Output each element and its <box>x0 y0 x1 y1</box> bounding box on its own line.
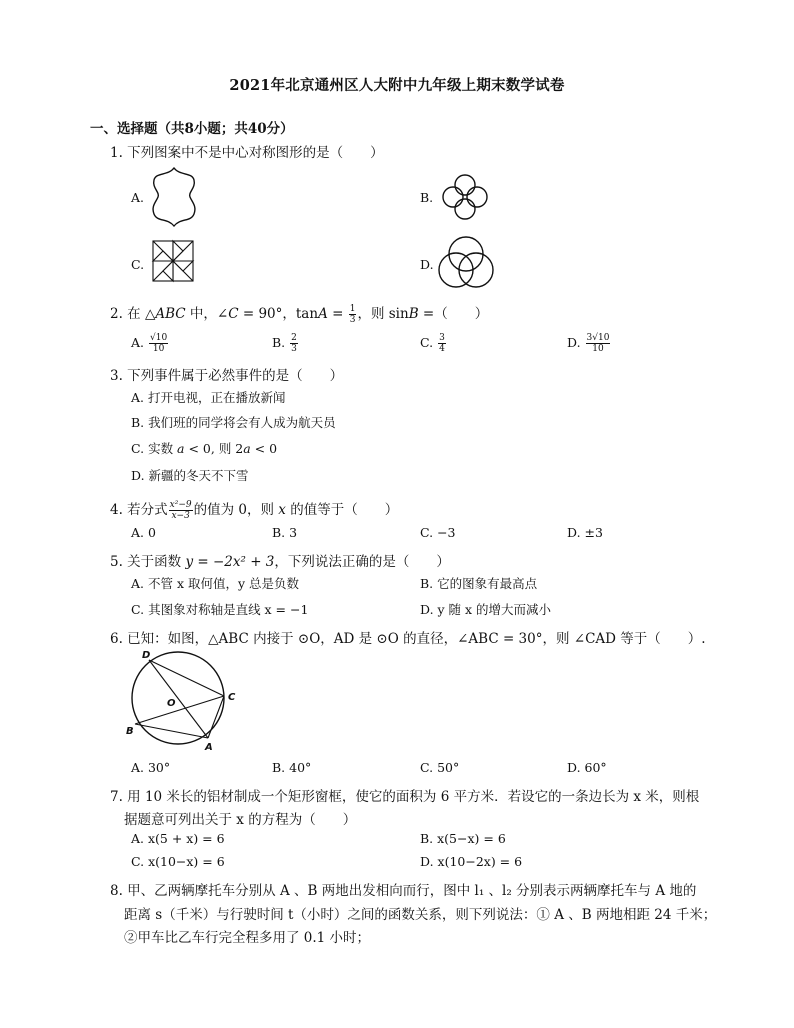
q7-option-b: B. x(5−x) = 6 <box>420 831 506 846</box>
q7-option-c: C. x(10−x) = 6 <box>131 854 225 869</box>
q1-option-d-label: D. <box>420 257 434 272</box>
circle-geometry-figure <box>120 646 250 756</box>
q3-option-a: A. 打开电视，正在播放新闻 <box>131 390 286 405</box>
q6-option-a: A. 30° <box>131 760 171 775</box>
point-label-d: D <box>142 650 151 661</box>
question-7-stem-line1: 7. 用 10 米长的铝材制成一个矩形窗框，使它的面积为 6 平方米．若设它的一条边长为 x 米，则根 <box>110 789 700 805</box>
q5-option-b: B. 它的图象有最高点 <box>420 576 538 591</box>
q6-option-d: D. 60° <box>567 760 607 775</box>
q4-option-a: A. 0 <box>131 525 156 540</box>
triquetra-circles-icon <box>436 234 496 290</box>
q1-option-c-label: C. <box>131 257 145 272</box>
question-7-stem-line2: 据题意可列出关于 x 的方程为（ ） <box>124 812 357 828</box>
question-1-stem: 1. 下列图案中不是中心对称图形的是（ ） <box>110 145 384 161</box>
q6-option-b: B. 40° <box>272 760 312 775</box>
q3-option-b: B. 我们班的同学将会有人成为航天员 <box>131 415 336 430</box>
q2-option-b: B. $\frac{2}{3}$ <box>272 333 297 354</box>
point-label-o: O <box>167 698 176 709</box>
question-8-line3: ②甲车比乙车行完全程多用了 0.1 小时； <box>124 930 371 946</box>
q7-option-a: A. x(5 + x) = 6 <box>131 831 225 846</box>
pinwheel-square-icon <box>150 238 196 284</box>
q2-option-c: C. $\frac{3}{4}$ <box>420 333 445 354</box>
q4-option-b: B. 3 <box>272 525 298 540</box>
q2-option-d: D. $\frac{3√10}{10}$ <box>567 333 610 354</box>
q6-option-c: C. 50° <box>420 760 460 775</box>
four-circle-flower-icon <box>440 172 490 222</box>
q5-option-c: C. 其图象对称轴是直线 x = −1 <box>131 602 309 617</box>
point-label-a: A <box>205 742 213 753</box>
question-6-stem: 6. 已知：如图，△ABC 内接于 ⊙O，AD 是 ⊙O 的直径，∠ABC = 30°，则 ∠CAD 等于（ ）. <box>110 631 706 647</box>
q3-option-c: C. 实数 a < 0, 则 2a < 0 <box>131 441 278 456</box>
question-8-line2: 距离 s（千米）与行驶时间 t（小时）之间的函数关系，则下列说法：① A 、B 两地相距 24 千米； <box>124 907 717 923</box>
question-3-stem: 3. 下列事件属于必然事件的是（ ） <box>110 368 344 384</box>
q2-option-a: A. $\frac{√10}{10}$ <box>131 333 168 354</box>
point-label-c: C <box>228 692 236 703</box>
q1-option-a-label: A. <box>131 190 145 205</box>
question-4-stem: 4. 若分式 $\frac{\text{x²−9}}{x-3}$ 的值为 0，则 x 的值等于（ ） <box>110 500 399 521</box>
question-5-stem: 5. 关于函数 y = −2x² + 3，下列说法正确的是（ ） <box>110 554 450 570</box>
q7-option-d: D. x(10−2x) = 6 <box>420 854 523 869</box>
q1-option-b-label: B. <box>420 190 434 205</box>
q4-option-d: D. ±3 <box>567 525 603 540</box>
question-2-stem: 2. 在 △ABC 中，∠C = 90°，tanA = $\frac{1}{3}$ ，则 sinB =（ ） <box>110 304 489 325</box>
quatrefoil-shape-icon <box>148 166 200 228</box>
point-label-b: B <box>126 726 134 737</box>
q4-option-c: C. −3 <box>420 525 456 540</box>
q3-option-d: D. 新疆的冬天不下雪 <box>131 468 249 483</box>
q5-option-d: D. y 随 x 的增大而减小 <box>420 602 552 617</box>
page-title: 2021年北京通州区人大附中九年级上期末数学试卷 <box>229 77 565 94</box>
section-heading: 一、选择题（共8小题；共40分） <box>90 121 294 137</box>
question-8-line1: 8. 甲、乙两辆摩托车分别从 A 、B 两地出发相向而行，图中 l₁ 、l₂ 分别表示两辆摩托车与 A 地的 <box>110 883 697 899</box>
q5-option-a: A. 不管 x 取何值，y 总是负数 <box>131 576 300 591</box>
